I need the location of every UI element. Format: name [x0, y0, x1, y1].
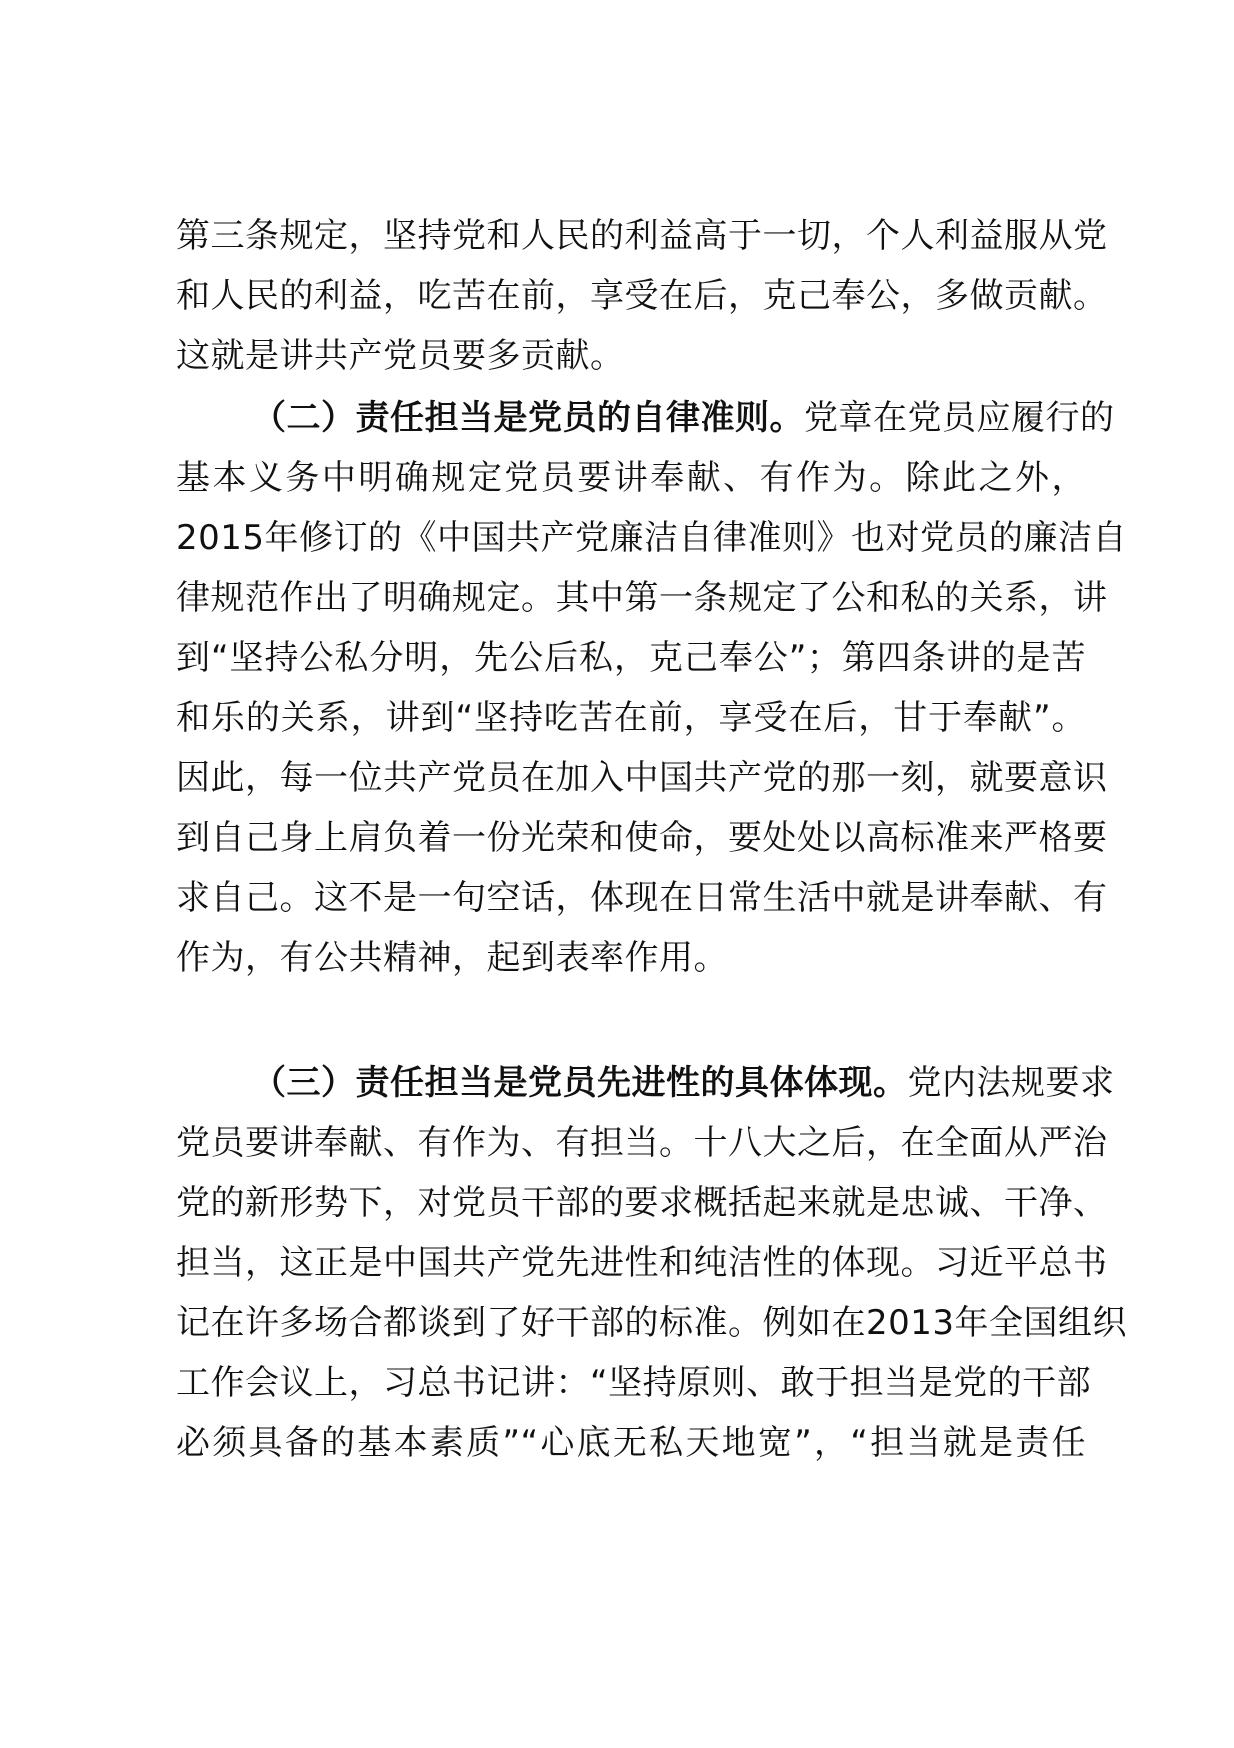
paragraph-line: 因此，每一位共产党员在加入中国共产党的那一刻，就要意识 [176, 758, 1108, 798]
paragraph-line: 必须具备的基本素质”“心底无私天地宽”，“担当就是责任 [176, 1423, 1086, 1463]
paragraph-line-rest: 党内法规要求 [907, 1063, 1115, 1103]
paragraph-3 [176, 1053, 1128, 1473]
paragraph-line: 和人民的利益，吃苦在前，享受在后，克己奉公，多做贡献。 [176, 276, 1108, 316]
paragraph-line: 党的新形势下，对党员干部的要求概括起来就是忠诚、干净、 [176, 1183, 1108, 1223]
paragraph-line: 到自己身上肩负着一份光荣和使命，要处处以高标准来严格要 [176, 818, 1108, 858]
paragraph-line: 作为，有公共精神，起到表率作用。 [176, 938, 728, 978]
paragraph-first-line [176, 388, 1115, 448]
paragraph-line-rest: 党章在党员应履行的 [804, 398, 1115, 438]
paragraph-line: 2015年修订的《中国共产党廉洁自律准则》也对党员的廉洁自 [176, 518, 1128, 558]
paragraph-2 [176, 388, 1128, 988]
paragraph-line: 担当，这正是中国共产党先进性和纯洁性的体现。习近平总书 [176, 1243, 1108, 1283]
paragraph-line: 和乐的关系，讲到“坚持吃苦在前，享受在后，甘于奉献”。 [176, 698, 1086, 738]
paragraph-first-line [176, 1053, 1115, 1113]
paragraph-line: 到“坚持公私分明，先公后私，克己奉公”；第四条讲的是苦 [176, 638, 1086, 678]
paragraph-line: 记在许多场合都谈到了好干部的标准。例如在2013年全国组织 [176, 1303, 1128, 1343]
paragraph-1 [176, 206, 1108, 386]
paragraph-line: 党员要讲奉献、有作为、有担当。十八大之后，在全面从严治 [176, 1123, 1108, 1163]
section-heading: （三）责任担当是党员先进性的具体体现。 [252, 1063, 908, 1103]
paragraph-line: 基本义务中明确规定党员要讲奉献、有作为。除此之外， [176, 458, 1086, 498]
paragraph-line: 工作会议上，习总书记讲：“坚持原则、敢于担当是党的干部 [176, 1363, 1092, 1403]
paragraph-line: 求自己。这不是一句空话，体现在日常生活中就是讲奉献、有 [176, 878, 1108, 918]
paragraph-line: 第三条规定，坚持党和人民的利益高于一切，个人利益服从党 [176, 216, 1108, 256]
paragraph-line: 这就是讲共产党员要多贡献。 [176, 336, 625, 376]
section-heading: （二）责任担当是党员的自律准则。 [252, 398, 804, 438]
paragraph-line: 律规范作出了明确规定。其中第一条规定了公和私的关系，讲 [176, 578, 1108, 618]
